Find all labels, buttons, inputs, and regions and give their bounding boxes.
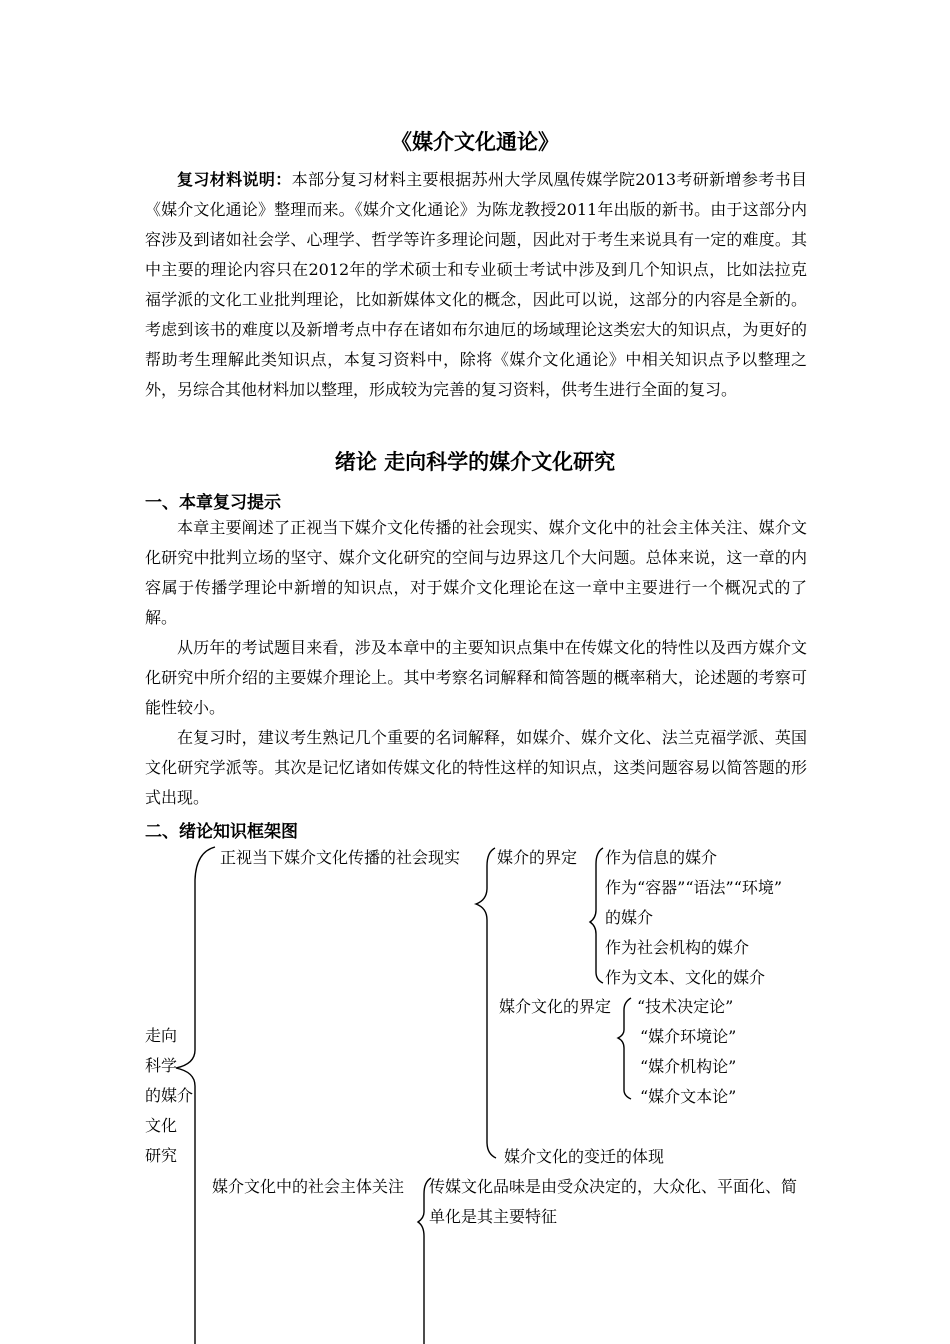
section-heading-framework: 二、绪论知识框架图 <box>145 822 298 842</box>
root-label-line-4: 文化 <box>145 1116 178 1135</box>
branch2-item-line-2: 单化是其主要特征 <box>429 1207 558 1226</box>
media-culture-change-label: 媒介文化的变迁的体现 <box>504 1147 665 1166</box>
media-culture-definition-brace <box>618 998 631 1099</box>
media-culture-theory-4: “媒介文本论” <box>640 1087 737 1106</box>
media-culture-theory-1: “技术决定论” <box>637 997 734 1016</box>
intro-text: 本部分复习材料主要根据苏州大学凤凰传媒学院2013考研新增参考书目《媒介文化通论》整理而来。《媒介文化通论》为陈龙教授2011年出版的新书。由于这部分内容涉及到诸如社会学、心理学、哲学等许多理论问题，因此对于考生来说具有一定的难度。其中主要的理论内容只在2012年的学术硕士和专业硕士考试中涉及到几个知识点，比如法拉克福学派的文化工业批判理论，比如新媒体文化的概念，因此可以说，这部分的内容是全新的。考虑到该书的难度以及新增考点中存在诸如布尔迪厄的场域理论这类宏大的知识点，为更好的帮助考生理解此类知识点，本复习资料中，除将《媒介文化通论》中相关知识点予以整理之外，另综合其他材料加以整理，形成较为完善的复习资料，供考生进行全面的复习。 <box>145 170 807 399</box>
media-definition-label: 媒介的界定 <box>497 848 578 867</box>
media-definition-item-1: 作为信息的媒介 <box>605 848 718 867</box>
root-label-line-1: 走向 <box>145 1026 178 1045</box>
media-definition-brace <box>590 848 603 983</box>
branch1-brace <box>476 848 496 1158</box>
media-culture-theory-3: “媒介机构论” <box>640 1057 737 1076</box>
root-label-line-3: 的媒介 <box>145 1086 194 1105</box>
media-definition-item-2-cont: 的媒介 <box>605 908 654 927</box>
media-culture-theory-2: “媒介环境论” <box>640 1027 737 1046</box>
section1-paragraph-1: 本章主要阐述了正视当下媒介文化传播的社会现实、媒介文化中的社会主体关注、媒介文化研究中批判立场的坚守、媒介文化研究的空间与边界这几个大问题。总体来说，这一章的内容属于传播学理论中新增的知识点，对于媒介文化理论在这一章中主要进行一个概况式的了解。 <box>145 518 807 627</box>
media-definition-item-4: 作为文本、文化的媒介 <box>605 968 766 987</box>
branch1-label: 正视当下媒介文化传播的社会现实 <box>220 848 461 867</box>
root-label-line-2: 科学 <box>145 1056 178 1075</box>
intro-label: 复习材料说明： <box>177 170 292 189</box>
branch2-item-line-1: 传媒文化品味是由受众决定的，大众化、平面化、简 <box>429 1177 798 1196</box>
section1-paragraph-3: 在复习时，建议考生熟记几个重要的名词解释，如媒介、媒介文化、法兰克福学派、英国文化研究学派等。其次是记忆诸如传媒文化的特性这样的知识点，这类问题容易以简答题的形式出现。 <box>145 728 807 807</box>
media-definition-item-2: 作为“容器”“语法”“环境” <box>605 878 783 897</box>
root-label-line-5: 研究 <box>145 1146 178 1165</box>
section-heading-review-tips: 一、本章复习提示 <box>145 493 281 513</box>
media-definition-item-3: 作为社会机构的媒介 <box>605 938 750 957</box>
section1-paragraph-2: 从历年的考试题目来看，涉及本章中的主要知识点集中在传媒文化的特性以及西方媒介文化研究中所介绍的主要媒介理论上。其中考察名词解释和简答题的概率稍大，论述题的考察可能性较小。 <box>145 638 807 717</box>
media-culture-definition-label: 媒介文化的界定 <box>499 997 612 1016</box>
document-title: 《媒介文化通论》 <box>391 129 559 154</box>
branch2-brace <box>418 1178 431 1344</box>
chapter-title: 绪论 走向科学的媒介文化研究 <box>334 449 616 474</box>
branch2-label: 媒介文化中的社会主体关注 <box>212 1177 405 1196</box>
